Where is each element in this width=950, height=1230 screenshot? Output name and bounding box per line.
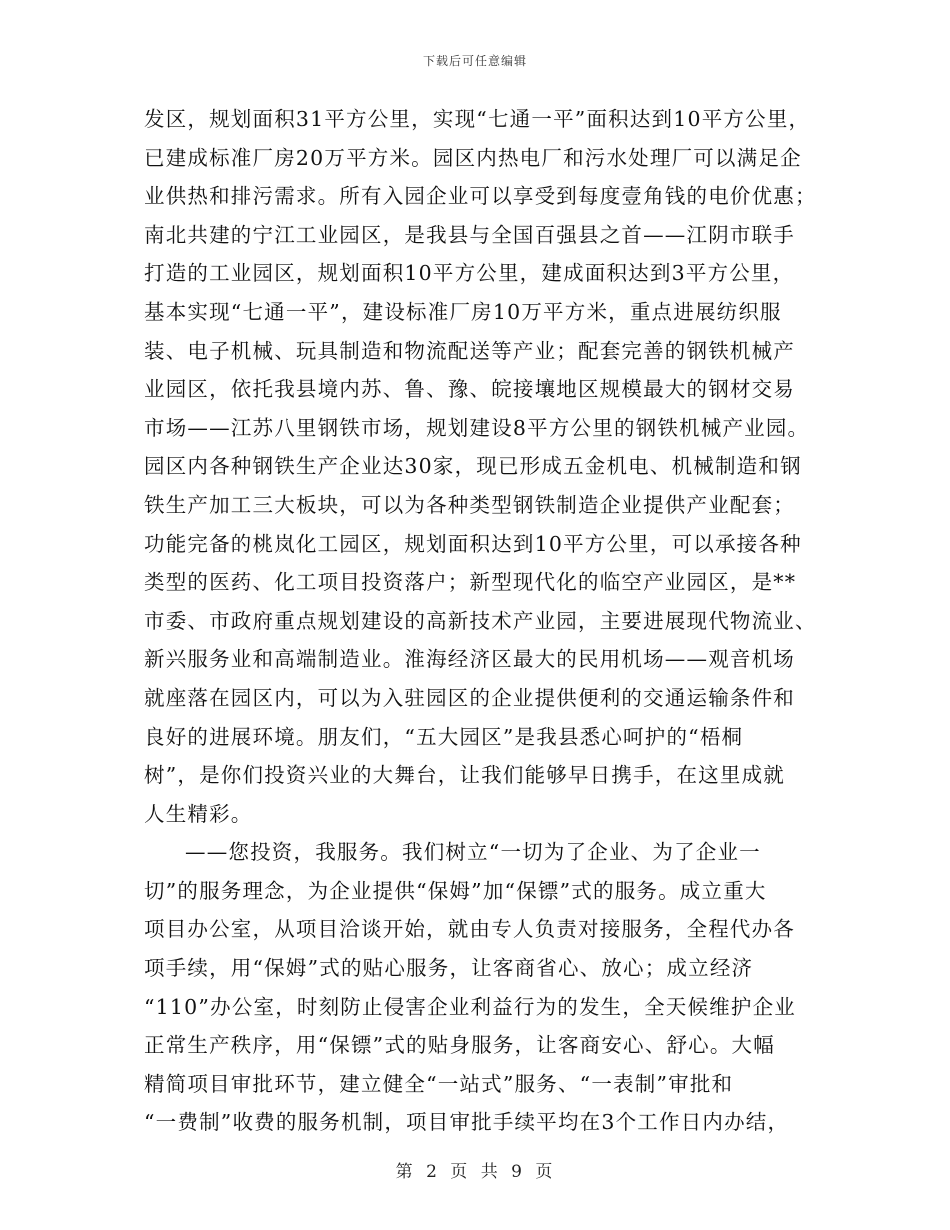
text-line: 良好的进展环境。朋友们，“五大园区”是我县悉心呵护的“梧桐	[144, 724, 744, 749]
text-line: 市委、市政府重点规划建设的高新技术产业园，主要进展现代物流业、	[144, 608, 817, 633]
text-line: 新兴服务业和高端制造业。淮海经济区最大的民用机场——观音机场	[144, 647, 795, 672]
text-line: 精简项目审批环节，建立健全“一站式”服务、“一表制”审批和	[144, 1071, 734, 1096]
text-line: 正常生产秩序，用“保镖”式的贴身服务，让客商安心、舒心。大幅	[144, 1033, 775, 1058]
body-text	[144, 100, 844, 1142]
text-line: 装、电子机械、玩具制造和物流配送等产业；配套完善的钢铁机械产	[144, 338, 795, 363]
header-note: 下载后可任意编辑	[422, 54, 527, 68]
text-line: 树”，是你们投资兴业的大舞台，让我们能够早日携手，在这里成就	[144, 763, 785, 788]
text-line: “110”办公室，时刻防止侵害企业利益行为的发生，全天候维护企业	[144, 994, 796, 1019]
text-line: 业供热和排污需求。所有入园企业可以享受到每度壹角钱的电价优惠；	[144, 184, 817, 209]
text-line: 铁生产加工三大板块，可以为各种类型钢铁制造企业提供产业配套；	[144, 492, 795, 517]
text-line: 人生精彩。	[144, 801, 253, 826]
text-line: 园区内各种钢铁生产企业达30家，现已形成五金机电、机械制造和钢	[144, 454, 802, 479]
text-line: 发区，规划面积31平方公里，实现“七通一平”面积达到10平方公里，	[144, 107, 811, 131]
text-line: 项手续，用“保姆”式的贴心服务，让客商省心、放心；成立经济	[144, 956, 754, 981]
text-line: 项目办公室，从项目洽谈开始，就由专人负责对接服务，全程代办各	[144, 917, 795, 942]
text-line: 功能完备的桃岚化工园区，规划面积达到10平方公里，可以承接各种	[144, 531, 802, 556]
text-line: 市场——江苏八里钢铁市场，规划建设8平方公里的钢铁机械产业园。	[144, 415, 810, 440]
text-line: 已建成标准厂房20万平方米。园区内热电厂和污水处理厂可以满足企	[144, 145, 802, 170]
text-line: “一费制”收费的服务机制，项目审批手续平均在3个工作日内办结，	[144, 1110, 790, 1135]
text-line: 类型的医药、化工项目投资落户；新型现代化的临空产业园区，是**	[144, 570, 797, 595]
text-line: 打造的工业园区，规划面积10平方公里，建成面积达到3平方公里，	[144, 261, 795, 286]
text-line: 南北共建的宁江工业园区，是我县与全国百强县之首——江阴市联手	[144, 222, 795, 247]
text-line: 切”的服务理念，为企业提供“保姆”加“保镖”式的服务。成立重大	[144, 878, 767, 903]
page-number: 第 2 页 共 9 页	[395, 1162, 555, 1182]
paragraph-start-line: ——您投资，我服务。我们树立“一切为了企业、为了企业一	[185, 840, 761, 865]
text-line: 业园区，依托我县境内苏、鲁、豫、皖接壤地区规模最大的钢材交易	[144, 377, 795, 402]
text-line: 基本实现“七通一平”，建设标准厂房10万平方米，重点进展纺织服	[144, 299, 782, 324]
text-line: 就座落在园区内，可以为入驻园区的企业提供便利的交通运输条件和	[144, 685, 795, 710]
